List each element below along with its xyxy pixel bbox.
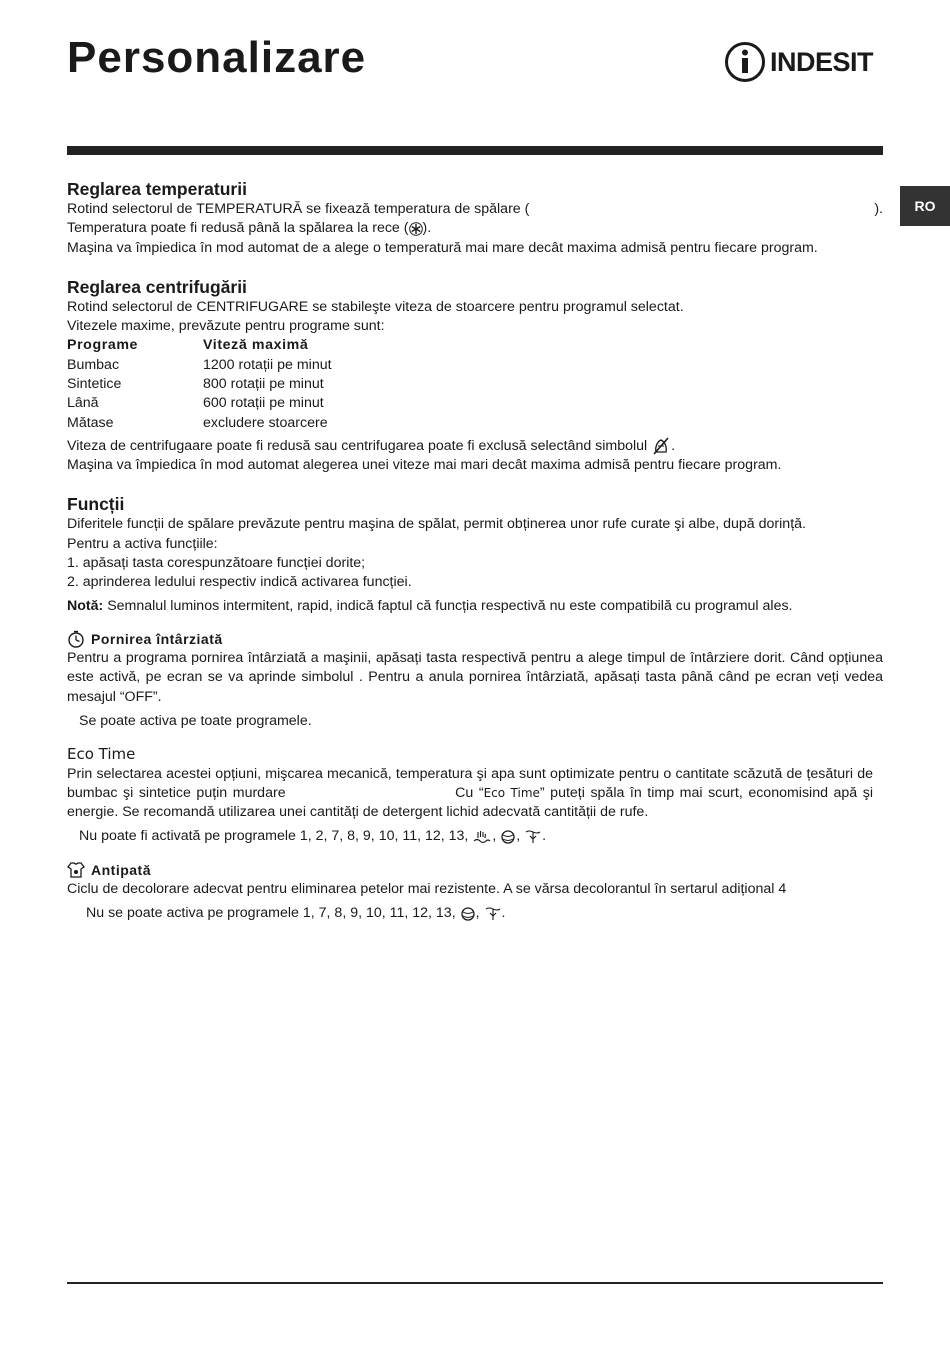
table-row [67, 375, 332, 394]
table-cell: Mătase [67, 414, 114, 431]
spin-paragraph-4: Maşina va împiedica în mod automat alegerea unei viteze mai mari decât maxima admisă pentru fiecare program. [67, 457, 782, 474]
temperature-paragraph-3: Maşina va împiedica în mod automat de a alege o temperatură mai mare decât maxima admisă pentru fiecare program. [67, 239, 818, 256]
functions-note: Notă: Semnalul luminos intermitent, rapid, indică faptul că funcția respectivă nu este compatibilă cu programul ales. [67, 597, 793, 614]
temperature-paragraph-2: Temperatura poate fi redusă până la spălarea la rece ( ). [67, 220, 432, 237]
stain-heading: Antipată [67, 861, 883, 880]
table-cell: Bumbac [67, 356, 120, 373]
table-cell: Sintetice [67, 376, 122, 393]
table-row [67, 356, 332, 375]
main-content [67, 178, 883, 924]
table-header-row [67, 336, 332, 355]
delayed-start-paragraph-1: Pentru a programa pornirea întârziată a maşinii, apăsați tasta respectivă pentru a alege timpul de întârziere dorit. Când opțiunea este activă, pe ecran se va aprinde simbolul . Pentru a anula pornirea întârziată, apăsați tasta până când pe ecran veți vedea mesajul “OFF”. [67, 650, 883, 705]
silk-icon [484, 906, 502, 922]
stain-paragraph-2: Nu se poate activa pe programele 1, 7, 8, 9, 10, 11, 12, 13, , . [86, 905, 506, 922]
table-header: Programe [67, 337, 139, 354]
no-spin-icon [651, 436, 671, 456]
functions-step-2: 2. aprinderea ledului respectiv indică activarea funcției. [67, 574, 412, 591]
wool-icon [500, 829, 516, 845]
delayed-start-heading: Pornirea întârziată [67, 630, 883, 649]
spin-speed-table [67, 336, 332, 432]
table-row [67, 414, 332, 433]
functions-heading: Funcții [67, 494, 125, 515]
clock-icon [67, 630, 85, 648]
ecotime-inline-label: Eco Time [483, 785, 540, 800]
silk-icon [524, 829, 542, 845]
table-cell: 1200 rotații pe minut [203, 356, 332, 373]
ecotime-paragraph-1: Prin selectarea acestei opțiuni, mişcarea mecanică, temperatura şi apa sunt optimizate pentru o cantitate scăzută de țesături de bumbac şi sintetice puțin murdare Cu “Eco Time” puteți spăla în timp mai scurt, economisind apă şi energie. Se recomandă utilizarea unei cantități de detergent lichid adecvată cantității de rufe. [67, 765, 874, 821]
snowflake-icon [409, 222, 423, 236]
temperature-paragraph-1: Rotind selectorul de TEMPERATURĂ se fixează temperatura de spălare ( ). [67, 201, 883, 217]
stain-shirt-icon [67, 861, 85, 879]
bottom-divider [67, 1282, 883, 1284]
delayed-start-paragraph-2: Se poate activa pe toate programele. [79, 712, 312, 729]
spin-paragraph-2: Vitezele maxime, prevăzute pentru programe sunt: [67, 318, 385, 335]
brand-logo [724, 40, 873, 84]
table-cell: excludere stoarcere [203, 414, 328, 431]
ecotime-heading: Eco Time [67, 745, 136, 764]
wool-icon [460, 906, 476, 922]
functions-step-1: 1. apăsați tasta corespunzătoare funcției dorite; [67, 554, 366, 571]
page-title: Personalizare [67, 33, 367, 82]
info-i-logo-icon [724, 41, 766, 83]
temperature-heading: Reglarea temperaturii [67, 179, 247, 199]
table-row [67, 394, 332, 413]
ecotime-paragraph-2: Nu poate fi activată pe programele 1, 2, 7, 8, 9, 10, 11, 12, 13, , , . [79, 828, 547, 845]
functions-paragraph-1: Diferitele funcții de spălare prevăzute pentru maşina de spălat, permit obținerea unor rufe curate şi albe, după dorință. [67, 516, 806, 533]
brand-name: INDESIT [770, 46, 874, 77]
table-cell: 800 rotații pe minut [203, 376, 324, 393]
stain-paragraph-1: Ciclu de decolorare adecvat pentru eliminarea petelor mai rezistente. A se vărsa decolorantul în sertarul adițional 4 [67, 881, 787, 898]
spin-heading: Reglarea centrifugării [67, 276, 247, 297]
spin-paragraph-1: Rotind selectorul de CENTRIFUGARE se stabileşte viteza de stoarcere pentru programul selectat. [67, 298, 684, 315]
table-header: Viteză maximă [203, 337, 309, 354]
spin-paragraph-3: Viteza de centrifugaare poate fi redusă sau centrifugarea poate fi exclusă selectând simbolul . [67, 436, 883, 456]
functions-paragraph-2: Pentru a activa funcțiile: [67, 535, 218, 552]
hand-wash-icon [472, 829, 492, 845]
table-cell: Lână [67, 395, 99, 412]
top-divider [67, 146, 883, 155]
language-tab: RO [900, 186, 950, 226]
table-cell: 600 rotații pe minut [203, 395, 324, 412]
